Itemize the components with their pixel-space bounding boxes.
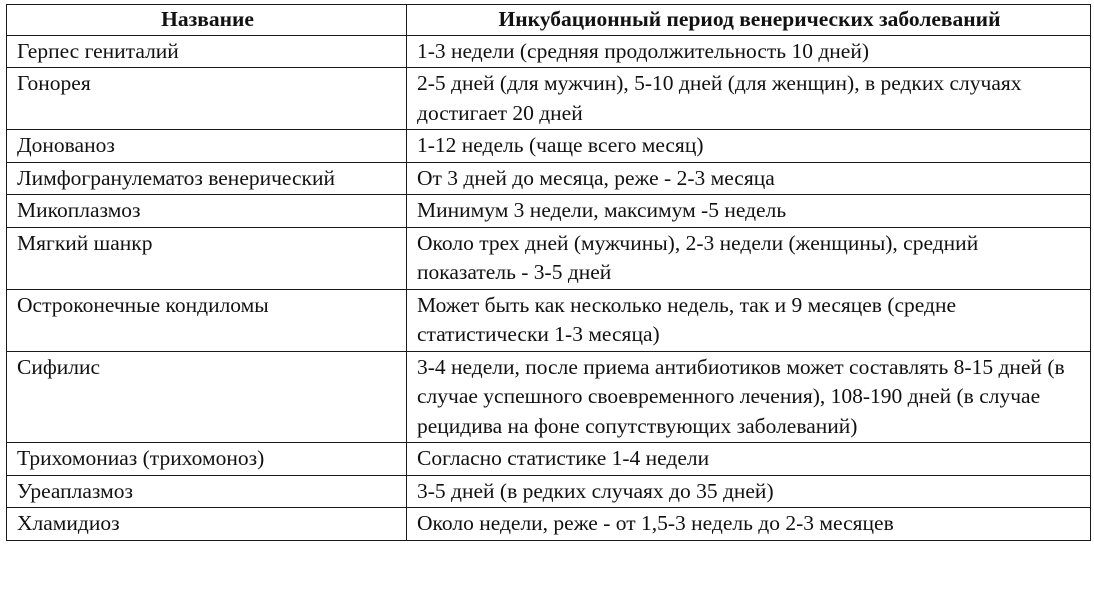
- table-row: [7, 130, 1091, 163]
- incubation-period: 3-5 дней (в редких случаях до 35 дней): [407, 475, 1091, 508]
- incubation-table: [6, 4, 1091, 541]
- header-incubation-period: Инкубационный период венерических заболеваний: [407, 5, 1091, 36]
- incubation-period: Около трех дней (мужчины), 2-3 недели (женщины), средний показатель - 3-5 дней: [407, 227, 1091, 289]
- disease-name: Уреаплазмоз: [7, 475, 407, 508]
- disease-name: Мягкий шанкр: [7, 227, 407, 289]
- disease-name: Гонорея: [7, 68, 407, 130]
- table-row: [7, 443, 1091, 476]
- header-name: Название: [7, 5, 407, 36]
- incubation-period: Минимум 3 недели, максимум -5 недель: [407, 195, 1091, 228]
- table-row: [7, 68, 1091, 130]
- disease-name: Сифилис: [7, 351, 407, 443]
- incubation-period: От 3 дней до месяца, реже - 2-3 месяца: [407, 162, 1091, 195]
- incubation-period: 3-4 недели, после приема антибиотиков может составлять 8-15 дней (в случае успешного своевременного лечения), 108-190 дней (в случае рецидива на фоне сопутствующих заболеваний): [407, 351, 1091, 443]
- disease-name: Микоплазмоз: [7, 195, 407, 228]
- table-header-row: [7, 5, 1091, 36]
- table-row: [7, 475, 1091, 508]
- table-row: [7, 35, 1091, 68]
- incubation-period: Согласно статистике 1-4 недели: [407, 443, 1091, 476]
- incubation-period: Может быть как несколько недель, так и 9 месяцев (средне статистически 1-3 месяца): [407, 289, 1091, 351]
- table-row: [7, 351, 1091, 443]
- disease-name: Остроконечные кондиломы: [7, 289, 407, 351]
- table-row: [7, 289, 1091, 351]
- table-row: [7, 508, 1091, 541]
- incubation-period: Около недели, реже - от 1,5-3 недель до 2-3 месяцев: [407, 508, 1091, 541]
- table-row: [7, 162, 1091, 195]
- disease-name: Трихомониаз (трихомоноз): [7, 443, 407, 476]
- disease-name: Донованоз: [7, 130, 407, 163]
- table-row: [7, 227, 1091, 289]
- incubation-period: 2-5 дней (для мужчин), 5-10 дней (для женщин), в редких случаях достигает 20 дней: [407, 68, 1091, 130]
- incubation-period: 1-12 недель (чаще всего месяц): [407, 130, 1091, 163]
- incubation-period: 1-3 недели (средняя продолжительность 10 дней): [407, 35, 1091, 68]
- disease-name: Хламидиоз: [7, 508, 407, 541]
- disease-name: Лимфогранулематоз венерический: [7, 162, 407, 195]
- table-row: [7, 195, 1091, 228]
- disease-name: Герпес гениталий: [7, 35, 407, 68]
